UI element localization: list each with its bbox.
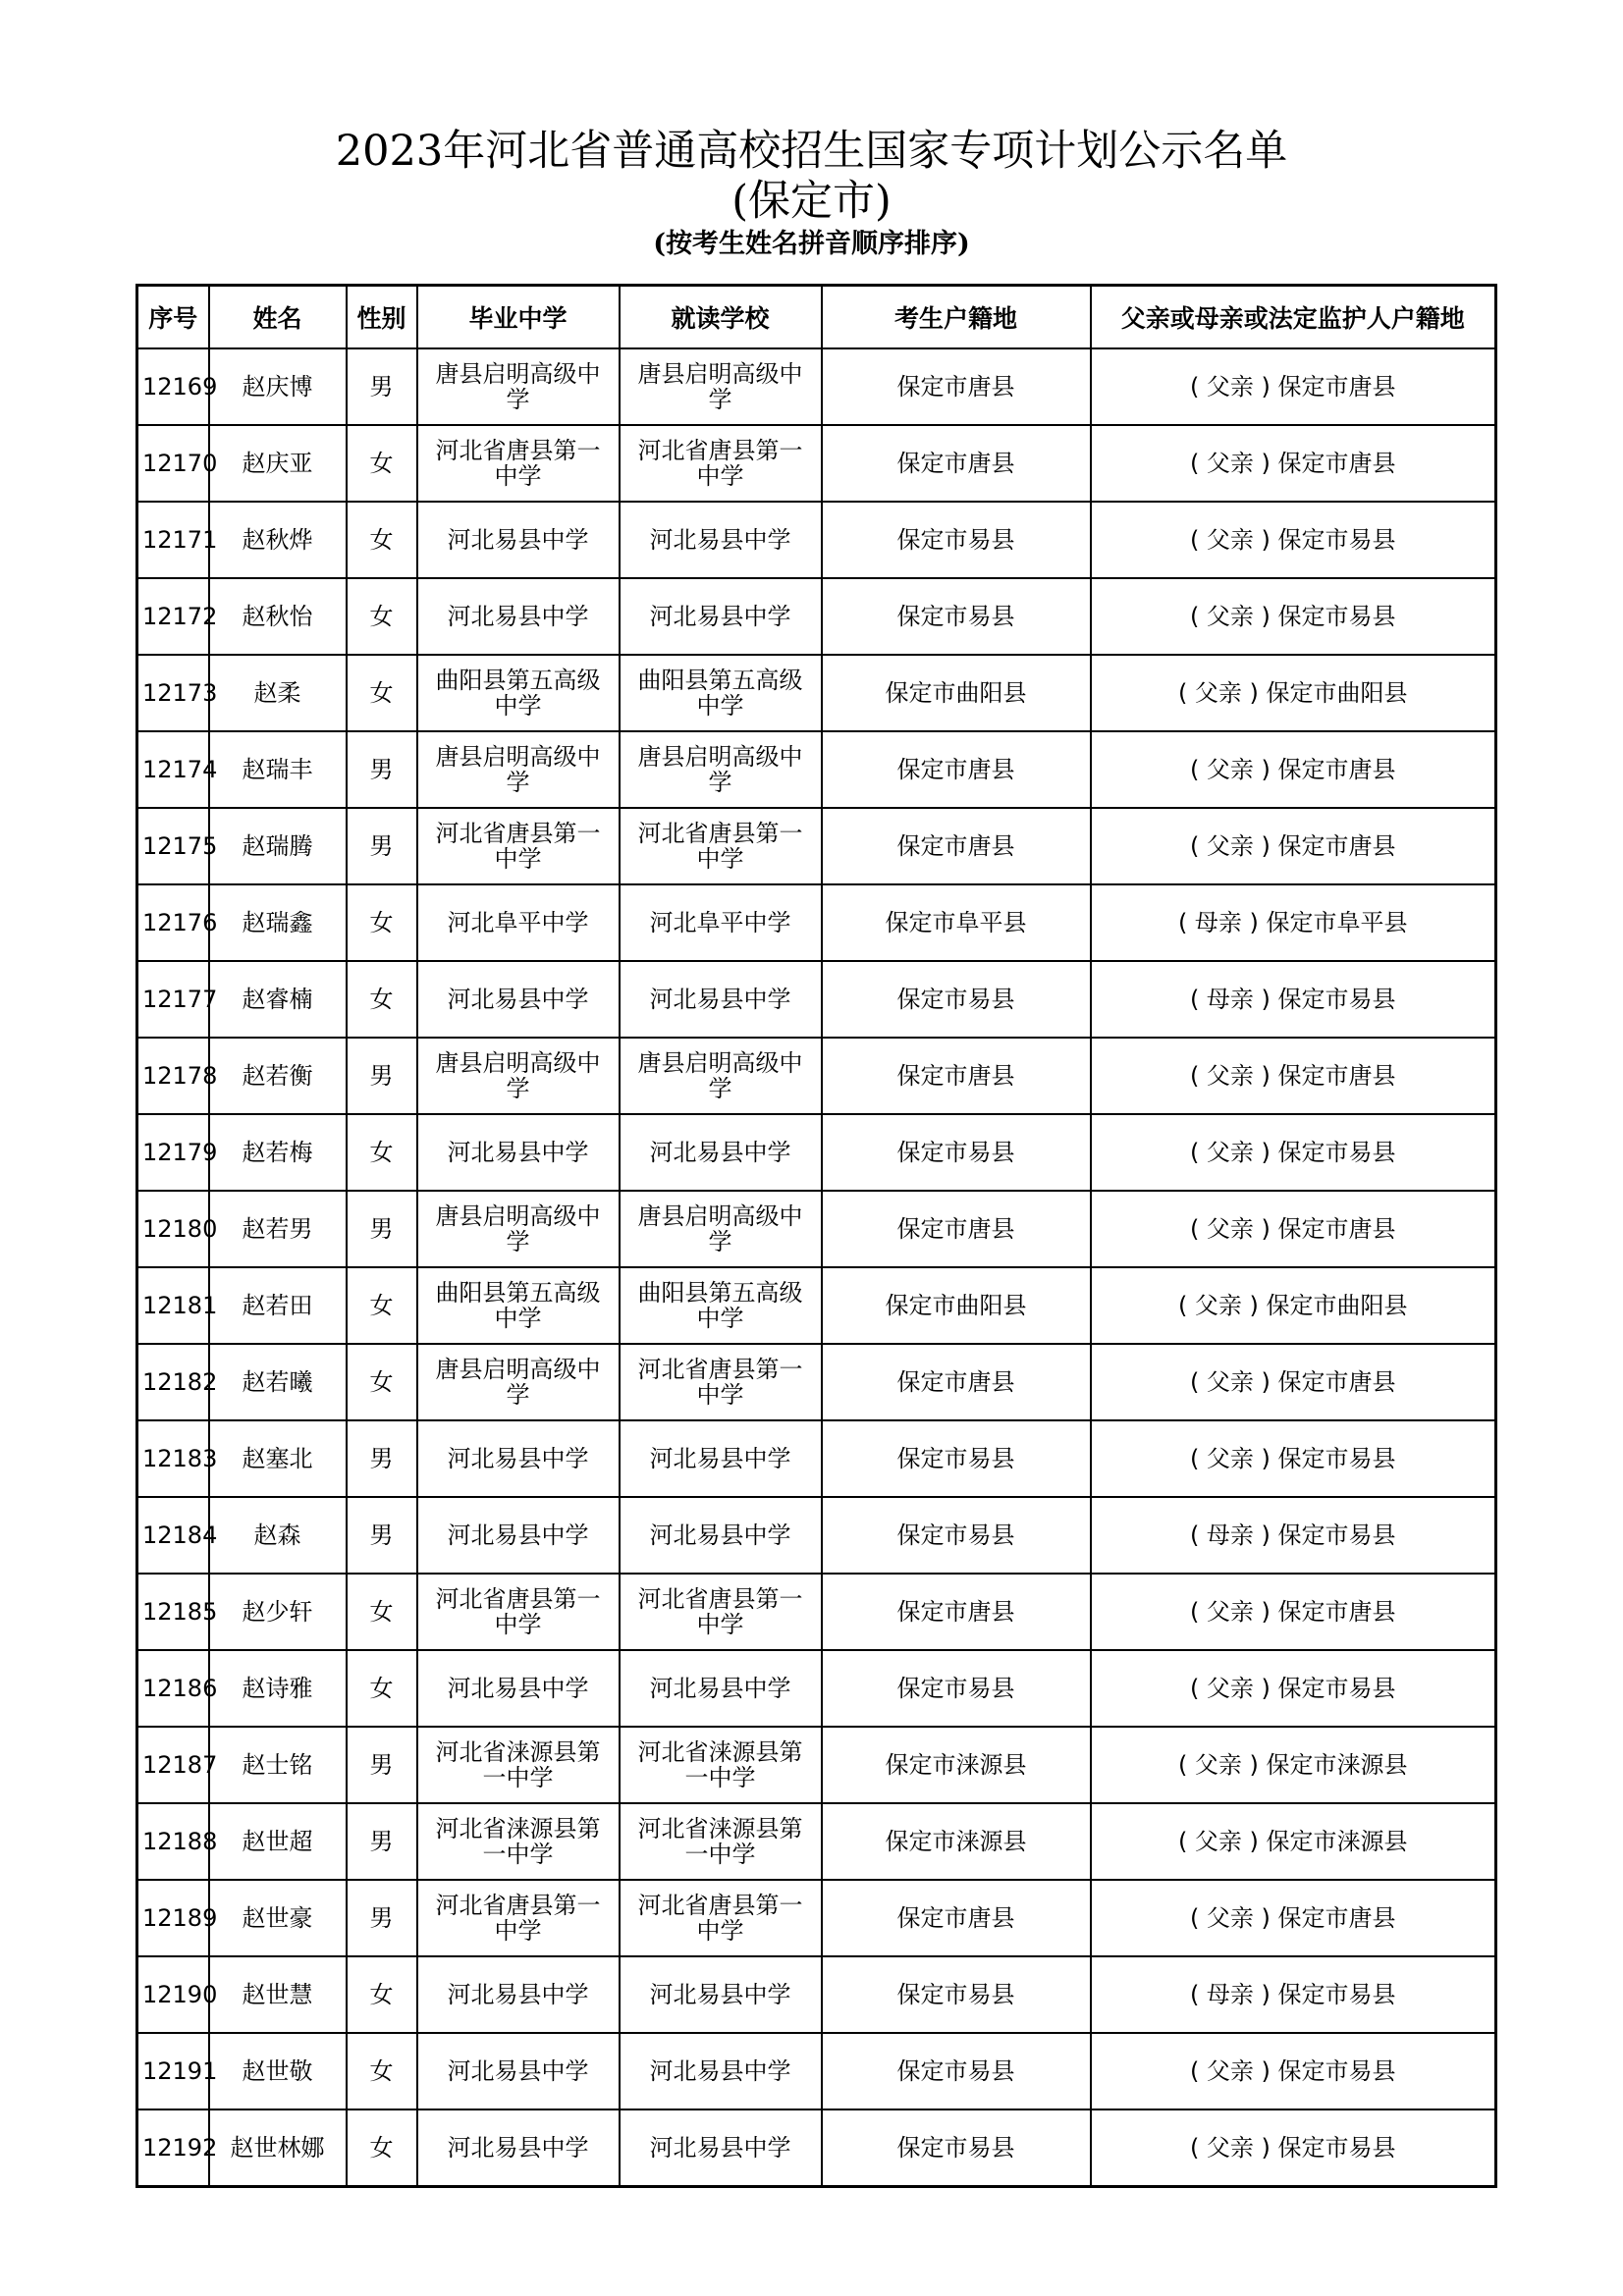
cell-grad-school-line: 河北省涞源县第 bbox=[435, 1815, 601, 1842]
cell-grad-school-line: 学 bbox=[506, 1075, 530, 1102]
cell-grad-school bbox=[417, 1497, 620, 1574]
cell-seq: 12192 bbox=[137, 2109, 209, 2187]
cell-gender: 女 bbox=[347, 1650, 417, 1727]
cell-current-school-line: 河北省唐县第一 bbox=[637, 437, 803, 464]
cell-current-school bbox=[620, 1497, 822, 1574]
cell-hukou: 保定市唐县 bbox=[822, 731, 1091, 808]
table-row bbox=[137, 731, 1496, 808]
cell-current-school bbox=[620, 655, 822, 731]
cell-current-school bbox=[620, 348, 822, 425]
cell-grad-school-line: 唐县启明高级中 bbox=[435, 1202, 601, 1230]
cell-guardian-hukou: ( 父亲 ) 保定市易县 bbox=[1091, 502, 1496, 578]
cell-current-school bbox=[620, 1574, 822, 1650]
cell-name: 赵秋烨 bbox=[209, 502, 347, 578]
cell-current-school-line: 唐县启明高级中 bbox=[637, 360, 803, 388]
cell-current-school-line: 曲阳县第五高级 bbox=[637, 667, 803, 694]
cell-seq: 12170 bbox=[137, 425, 209, 502]
cell-current-school-line: 河北省唐县第一 bbox=[637, 1892, 803, 1919]
cell-seq: 12175 bbox=[137, 808, 209, 884]
cell-current-school-line: 一中学 bbox=[684, 1764, 756, 1791]
header-grad-school: 毕业中学 bbox=[417, 286, 620, 349]
document-subtitle: (保定市) bbox=[731, 177, 892, 226]
table-row bbox=[137, 2109, 1496, 2187]
table-row bbox=[137, 1880, 1496, 1956]
cell-name: 赵瑞腾 bbox=[209, 808, 347, 884]
cell-guardian-hukou: ( 父亲 ) 保定市易县 bbox=[1091, 1420, 1496, 1497]
table-row bbox=[137, 1344, 1496, 1420]
cell-guardian-hukou: ( 父亲 ) 保定市易县 bbox=[1091, 1650, 1496, 1727]
cell-grad-school-line: 中学 bbox=[494, 462, 542, 490]
cell-current-school bbox=[620, 731, 822, 808]
cell-guardian-hukou: ( 父亲 ) 保定市曲阳县 bbox=[1091, 1267, 1496, 1344]
cell-hukou: 保定市唐县 bbox=[822, 1038, 1091, 1114]
table-row bbox=[137, 1038, 1496, 1114]
cell-current-school bbox=[620, 425, 822, 502]
cell-hukou: 保定市易县 bbox=[822, 1956, 1091, 2033]
cell-gender: 女 bbox=[347, 1114, 417, 1191]
cell-gender: 女 bbox=[347, 884, 417, 961]
cell-current-school-line: 中学 bbox=[696, 692, 744, 720]
cell-grad-school bbox=[417, 731, 620, 808]
cell-gender: 男 bbox=[347, 1497, 417, 1574]
cell-name: 赵世超 bbox=[209, 1803, 347, 1880]
cell-gender: 男 bbox=[347, 1038, 417, 1114]
header-name: 姓名 bbox=[209, 286, 347, 349]
cell-hukou: 保定市涞源县 bbox=[822, 1727, 1091, 1803]
cell-hukou: 保定市唐县 bbox=[822, 425, 1091, 502]
cell-grad-school-line: 学 bbox=[506, 1228, 530, 1255]
cell-name: 赵若男 bbox=[209, 1191, 347, 1267]
cell-grad-school bbox=[417, 808, 620, 884]
cell-grad-school-line: 中学 bbox=[494, 1305, 542, 1332]
cell-grad-school-line: 中学 bbox=[494, 1917, 542, 1945]
cell-name: 赵若梅 bbox=[209, 1114, 347, 1191]
cell-gender: 女 bbox=[347, 1267, 417, 1344]
cell-grad-school bbox=[417, 655, 620, 731]
cell-current-school-line: 河北省涞源县第 bbox=[637, 1738, 803, 1766]
cell-seq: 12172 bbox=[137, 578, 209, 655]
cell-name: 赵若曦 bbox=[209, 1344, 347, 1420]
cell-hukou: 保定市易县 bbox=[822, 1497, 1091, 1574]
cell-grad-school-line: 中学 bbox=[494, 845, 542, 873]
cell-grad-school-line: 河北省唐县第一 bbox=[435, 1892, 601, 1919]
cell-guardian-hukou: ( 父亲 ) 保定市唐县 bbox=[1091, 731, 1496, 808]
cell-grad-school-line: 学 bbox=[506, 386, 530, 413]
cell-gender: 男 bbox=[347, 1880, 417, 1956]
cell-gender: 女 bbox=[347, 655, 417, 731]
cell-guardian-hukou: ( 父亲 ) 保定市涞源县 bbox=[1091, 1803, 1496, 1880]
cell-grad-school-line: 曲阳县第五高级 bbox=[435, 1279, 601, 1307]
cell-grad-school-line: 一中学 bbox=[482, 1841, 554, 1868]
cell-current-school-line: 河北易县中学 bbox=[649, 1522, 791, 1549]
cell-current-school bbox=[620, 2033, 822, 2109]
cell-grad-school-line: 河北省唐县第一 bbox=[435, 820, 601, 847]
cell-name: 赵瑞鑫 bbox=[209, 884, 347, 961]
cell-current-school-line: 河北易县中学 bbox=[649, 1139, 791, 1166]
cell-current-school-line: 中学 bbox=[696, 1381, 744, 1409]
cell-current-school-line: 河北易县中学 bbox=[649, 2057, 791, 2085]
cell-current-school bbox=[620, 1420, 822, 1497]
cell-current-school bbox=[620, 1803, 822, 1880]
cell-seq: 12174 bbox=[137, 731, 209, 808]
cell-current-school-line: 中学 bbox=[696, 845, 744, 873]
cell-hukou: 保定市唐县 bbox=[822, 1191, 1091, 1267]
cell-current-school bbox=[620, 578, 822, 655]
cell-guardian-hukou: ( 父亲 ) 保定市唐县 bbox=[1091, 425, 1496, 502]
cell-seq: 12173 bbox=[137, 655, 209, 731]
cell-grad-school bbox=[417, 1114, 620, 1191]
cell-seq: 12177 bbox=[137, 961, 209, 1038]
cell-name: 赵塞北 bbox=[209, 1420, 347, 1497]
cell-name: 赵少轩 bbox=[209, 1574, 347, 1650]
cell-hukou: 保定市易县 bbox=[822, 502, 1091, 578]
cell-grad-school-line: 河北易县中学 bbox=[447, 2134, 589, 2162]
table-row bbox=[137, 884, 1496, 961]
cell-grad-school bbox=[417, 578, 620, 655]
table-row bbox=[137, 578, 1496, 655]
cell-hukou: 保定市唐县 bbox=[822, 808, 1091, 884]
cell-hukou: 保定市唐县 bbox=[822, 1344, 1091, 1420]
cell-guardian-hukou: ( 父亲 ) 保定市易县 bbox=[1091, 2033, 1496, 2109]
cell-current-school-line: 河北易县中学 bbox=[649, 526, 791, 554]
cell-grad-school bbox=[417, 1803, 620, 1880]
table-row bbox=[137, 348, 1496, 425]
cell-current-school-line: 河北省唐县第一 bbox=[637, 820, 803, 847]
cell-grad-school-line: 河北易县中学 bbox=[447, 1675, 589, 1702]
cell-current-school-line: 学 bbox=[708, 386, 732, 413]
cell-grad-school-line: 河北易县中学 bbox=[447, 2057, 589, 2085]
table-row bbox=[137, 1574, 1496, 1650]
cell-gender: 女 bbox=[347, 425, 417, 502]
cell-current-school bbox=[620, 1114, 822, 1191]
cell-grad-school bbox=[417, 1650, 620, 1727]
cell-grad-school-line: 河北易县中学 bbox=[447, 1139, 589, 1166]
cell-hukou: 保定市易县 bbox=[822, 961, 1091, 1038]
cell-gender: 男 bbox=[347, 348, 417, 425]
cell-seq: 12176 bbox=[137, 884, 209, 961]
cell-hukou: 保定市易县 bbox=[822, 2109, 1091, 2187]
cell-hukou: 保定市涞源县 bbox=[822, 1803, 1091, 1880]
cell-grad-school-line: 河北易县中学 bbox=[447, 603, 589, 630]
cell-name: 赵世豪 bbox=[209, 1880, 347, 1956]
cell-current-school bbox=[620, 1727, 822, 1803]
cell-current-school-line: 中学 bbox=[696, 1917, 744, 1945]
cell-hukou: 保定市阜平县 bbox=[822, 884, 1091, 961]
table-row bbox=[137, 1956, 1496, 2033]
header-current-school: 就读学校 bbox=[620, 286, 822, 349]
cell-grad-school bbox=[417, 1956, 620, 2033]
cell-gender: 男 bbox=[347, 1727, 417, 1803]
header-hukou: 考生户籍地 bbox=[822, 286, 1091, 349]
cell-grad-school-line: 一中学 bbox=[482, 1764, 554, 1791]
document-header bbox=[0, 126, 1623, 261]
cell-guardian-hukou: ( 父亲 ) 保定市易县 bbox=[1091, 2109, 1496, 2187]
table-row bbox=[137, 425, 1496, 502]
cell-current-school bbox=[620, 502, 822, 578]
cell-hukou: 保定市易县 bbox=[822, 578, 1091, 655]
cell-grad-school-line: 曲阳县第五高级 bbox=[435, 667, 601, 694]
cell-hukou: 保定市曲阳县 bbox=[822, 655, 1091, 731]
cell-seq: 12182 bbox=[137, 1344, 209, 1420]
cell-name: 赵世慧 bbox=[209, 1956, 347, 2033]
cell-grad-school bbox=[417, 1191, 620, 1267]
table-row bbox=[137, 1727, 1496, 1803]
cell-current-school bbox=[620, 808, 822, 884]
sort-note: (按考生姓名拼音顺序排序) bbox=[653, 229, 970, 259]
cell-seq: 12183 bbox=[137, 1420, 209, 1497]
cell-current-school-line: 中学 bbox=[696, 462, 744, 490]
header-seq: 序号 bbox=[137, 286, 209, 349]
cell-current-school bbox=[620, 1956, 822, 2033]
cell-grad-school bbox=[417, 884, 620, 961]
cell-name: 赵诗雅 bbox=[209, 1650, 347, 1727]
cell-hukou: 保定市唐县 bbox=[822, 1880, 1091, 1956]
cell-current-school-line: 唐县启明高级中 bbox=[637, 1202, 803, 1230]
cell-grad-school bbox=[417, 2033, 620, 2109]
cell-current-school-line: 河北阜平中学 bbox=[649, 909, 791, 936]
cell-grad-school bbox=[417, 425, 620, 502]
cell-current-school bbox=[620, 1650, 822, 1727]
cell-hukou: 保定市易县 bbox=[822, 1650, 1091, 1727]
cell-grad-school bbox=[417, 1267, 620, 1344]
cell-seq: 12169 bbox=[137, 348, 209, 425]
table-row bbox=[137, 1497, 1496, 1574]
cell-grad-school-line: 学 bbox=[506, 1381, 530, 1409]
cell-hukou: 保定市易县 bbox=[822, 1420, 1091, 1497]
cell-grad-school-line: 唐县启明高级中 bbox=[435, 743, 601, 771]
cell-current-school bbox=[620, 1191, 822, 1267]
cell-seq: 12178 bbox=[137, 1038, 209, 1114]
cell-gender: 女 bbox=[347, 578, 417, 655]
cell-name: 赵瑞丰 bbox=[209, 731, 347, 808]
cell-current-school-line: 学 bbox=[708, 1228, 732, 1255]
cell-current-school bbox=[620, 1880, 822, 1956]
header-gender: 性别 bbox=[347, 286, 417, 349]
cell-name: 赵庆亚 bbox=[209, 425, 347, 502]
cell-name: 赵睿楠 bbox=[209, 961, 347, 1038]
cell-hukou: 保定市唐县 bbox=[822, 1574, 1091, 1650]
cell-gender: 女 bbox=[347, 1574, 417, 1650]
cell-hukou: 保定市易县 bbox=[822, 1114, 1091, 1191]
cell-name: 赵庆博 bbox=[209, 348, 347, 425]
cell-current-school-line: 河北易县中学 bbox=[649, 986, 791, 1013]
cell-current-school-line: 唐县启明高级中 bbox=[637, 1049, 803, 1077]
cell-hukou: 保定市曲阳县 bbox=[822, 1267, 1091, 1344]
cell-gender: 女 bbox=[347, 2033, 417, 2109]
cell-current-school-line: 中学 bbox=[696, 1611, 744, 1638]
cell-name: 赵世敬 bbox=[209, 2033, 347, 2109]
cell-current-school bbox=[620, 2109, 822, 2187]
cell-current-school-line: 河北易县中学 bbox=[649, 1445, 791, 1472]
roster-table bbox=[135, 284, 1497, 2188]
cell-grad-school-line: 唐县启明高级中 bbox=[435, 1356, 601, 1383]
cell-current-school bbox=[620, 884, 822, 961]
table-row bbox=[137, 1267, 1496, 1344]
table-row bbox=[137, 1191, 1496, 1267]
cell-grad-school-line: 河北阜平中学 bbox=[447, 909, 589, 936]
cell-grad-school bbox=[417, 1038, 620, 1114]
cell-guardian-hukou: ( 母亲 ) 保定市易县 bbox=[1091, 1497, 1496, 1574]
cell-grad-school-line: 唐县启明高级中 bbox=[435, 360, 601, 388]
header-guardian-hukou: 父亲或母亲或法定监护人户籍地 bbox=[1091, 286, 1496, 349]
cell-seq: 12184 bbox=[137, 1497, 209, 1574]
cell-guardian-hukou: ( 父亲 ) 保定市易县 bbox=[1091, 578, 1496, 655]
cell-guardian-hukou: ( 父亲 ) 保定市涞源县 bbox=[1091, 1727, 1496, 1803]
cell-name: 赵秋怡 bbox=[209, 578, 347, 655]
cell-gender: 男 bbox=[347, 808, 417, 884]
cell-guardian-hukou: ( 父亲 ) 保定市唐县 bbox=[1091, 1880, 1496, 1956]
cell-current-school bbox=[620, 1267, 822, 1344]
cell-gender: 男 bbox=[347, 1191, 417, 1267]
cell-name: 赵世林娜 bbox=[209, 2109, 347, 2187]
table-row bbox=[137, 502, 1496, 578]
cell-grad-school-line: 河北易县中学 bbox=[447, 1981, 589, 2008]
cell-current-school-line: 河北易县中学 bbox=[649, 1675, 791, 1702]
cell-guardian-hukou: ( 父亲 ) 保定市唐县 bbox=[1091, 1191, 1496, 1267]
cell-gender: 女 bbox=[347, 1956, 417, 2033]
cell-guardian-hukou: ( 父亲 ) 保定市唐县 bbox=[1091, 1574, 1496, 1650]
cell-gender: 女 bbox=[347, 502, 417, 578]
cell-seq: 12188 bbox=[137, 1803, 209, 1880]
cell-name: 赵森 bbox=[209, 1497, 347, 1574]
cell-current-school bbox=[620, 1038, 822, 1114]
cell-grad-school bbox=[417, 2109, 620, 2187]
table-body bbox=[137, 348, 1496, 2187]
cell-guardian-hukou: ( 父亲 ) 保定市易县 bbox=[1091, 1114, 1496, 1191]
table-row bbox=[137, 1803, 1496, 1880]
cell-grad-school bbox=[417, 1574, 620, 1650]
cell-grad-school-line: 河北省唐县第一 bbox=[435, 437, 601, 464]
cell-grad-school-line: 学 bbox=[506, 769, 530, 796]
cell-grad-school-line: 河北省唐县第一 bbox=[435, 1585, 601, 1613]
cell-current-school-line: 曲阳县第五高级 bbox=[637, 1279, 803, 1307]
table-row bbox=[137, 961, 1496, 1038]
cell-seq: 12179 bbox=[137, 1114, 209, 1191]
cell-current-school bbox=[620, 1344, 822, 1420]
cell-gender: 男 bbox=[347, 1420, 417, 1497]
cell-guardian-hukou: ( 父亲 ) 保定市唐县 bbox=[1091, 1038, 1496, 1114]
cell-grad-school bbox=[417, 1420, 620, 1497]
table-row bbox=[137, 1114, 1496, 1191]
table-row bbox=[137, 1420, 1496, 1497]
cell-current-school-line: 河北省涞源县第 bbox=[637, 1815, 803, 1842]
document-title: 2023年河北省普通高校招生国家专项计划公示名单 bbox=[335, 127, 1288, 176]
cell-current-school-line: 河北易县中学 bbox=[649, 603, 791, 630]
cell-grad-school-line: 唐县启明高级中 bbox=[435, 1049, 601, 1077]
cell-guardian-hukou: ( 母亲 ) 保定市易县 bbox=[1091, 1956, 1496, 2033]
cell-current-school-line: 一中学 bbox=[684, 1841, 756, 1868]
cell-current-school-line: 河北省唐县第一 bbox=[637, 1356, 803, 1383]
cell-grad-school-line: 河北易县中学 bbox=[447, 1522, 589, 1549]
cell-guardian-hukou: ( 母亲 ) 保定市易县 bbox=[1091, 961, 1496, 1038]
cell-name: 赵柔 bbox=[209, 655, 347, 731]
cell-gender: 男 bbox=[347, 731, 417, 808]
cell-grad-school-line: 河北易县中学 bbox=[447, 986, 589, 1013]
cell-grad-school bbox=[417, 1344, 620, 1420]
cell-seq: 12186 bbox=[137, 1650, 209, 1727]
cell-seq: 12191 bbox=[137, 2033, 209, 2109]
cell-guardian-hukou: ( 父亲 ) 保定市唐县 bbox=[1091, 1344, 1496, 1420]
cell-grad-school-line: 河北易县中学 bbox=[447, 1445, 589, 1472]
table-row bbox=[137, 1650, 1496, 1727]
cell-gender: 女 bbox=[347, 961, 417, 1038]
cell-current-school-line: 河北省唐县第一 bbox=[637, 1585, 803, 1613]
cell-grad-school-line: 中学 bbox=[494, 1611, 542, 1638]
cell-gender: 女 bbox=[347, 1344, 417, 1420]
cell-current-school-line: 河北易县中学 bbox=[649, 1981, 791, 2008]
cell-seq: 12185 bbox=[137, 1574, 209, 1650]
cell-grad-school-line: 中学 bbox=[494, 692, 542, 720]
cell-seq: 12189 bbox=[137, 1880, 209, 1956]
cell-seq: 12180 bbox=[137, 1191, 209, 1267]
cell-guardian-hukou: ( 父亲 ) 保定市曲阳县 bbox=[1091, 655, 1496, 731]
table-row bbox=[137, 655, 1496, 731]
cell-guardian-hukou: ( 父亲 ) 保定市唐县 bbox=[1091, 348, 1496, 425]
cell-grad-school bbox=[417, 1880, 620, 1956]
cell-seq: 12171 bbox=[137, 502, 209, 578]
cell-seq: 12190 bbox=[137, 1956, 209, 2033]
cell-name: 赵若衡 bbox=[209, 1038, 347, 1114]
cell-seq: 12181 bbox=[137, 1267, 209, 1344]
cell-grad-school-line: 河北省涞源县第 bbox=[435, 1738, 601, 1766]
cell-guardian-hukou: ( 父亲 ) 保定市唐县 bbox=[1091, 808, 1496, 884]
table-header-row bbox=[137, 286, 1496, 349]
cell-gender: 男 bbox=[347, 1803, 417, 1880]
cell-current-school-line: 中学 bbox=[696, 1305, 744, 1332]
cell-grad-school bbox=[417, 1727, 620, 1803]
table-row bbox=[137, 808, 1496, 884]
cell-current-school bbox=[620, 961, 822, 1038]
cell-name: 赵若田 bbox=[209, 1267, 347, 1344]
cell-current-school-line: 学 bbox=[708, 769, 732, 796]
cell-grad-school bbox=[417, 348, 620, 425]
cell-hukou: 保定市易县 bbox=[822, 2033, 1091, 2109]
cell-gender: 女 bbox=[347, 2109, 417, 2187]
cell-current-school-line: 唐县启明高级中 bbox=[637, 743, 803, 771]
cell-grad-school-line: 河北易县中学 bbox=[447, 526, 589, 554]
cell-grad-school bbox=[417, 961, 620, 1038]
cell-hukou: 保定市唐县 bbox=[822, 348, 1091, 425]
cell-grad-school bbox=[417, 502, 620, 578]
cell-current-school-line: 河北易县中学 bbox=[649, 2134, 791, 2162]
cell-seq: 12187 bbox=[137, 1727, 209, 1803]
cell-name: 赵士铭 bbox=[209, 1727, 347, 1803]
cell-current-school-line: 学 bbox=[708, 1075, 732, 1102]
table-row bbox=[137, 2033, 1496, 2109]
cell-guardian-hukou: ( 母亲 ) 保定市阜平县 bbox=[1091, 884, 1496, 961]
